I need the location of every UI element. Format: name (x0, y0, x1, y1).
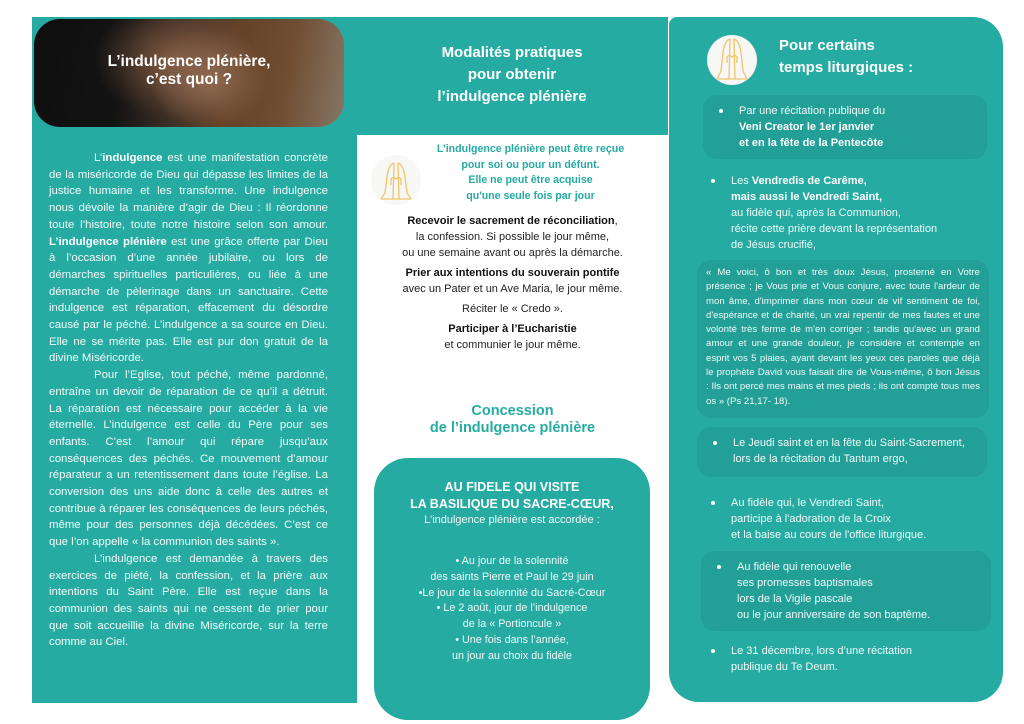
item-promesses-baptismales (701, 551, 991, 631)
intro-line: L’indulgence plénière peut être reçue (436, 143, 625, 155)
step-credo (357, 301, 668, 317)
step-line: la confession. Si possible le jour même, (415, 231, 610, 243)
list-item: •Le jour de la solennité du Sacré-Cœur (418, 586, 606, 599)
title-line: Pour certains (779, 37, 875, 54)
text: est une manifestation concrète de la miséricorde de Dieu qui dépasse les limites de la justice humaine et les transforme. Une indulgence nous dévoile la manière d’agir de Dieu : Il réordonne toute l’histoire, toute notre histoire selon son amour. (49, 152, 328, 231)
item-jeudi-saint (697, 427, 987, 477)
item-line: Le 31 décembre, lors d’une récitation (731, 645, 912, 657)
title-line: temps liturgiques : (779, 59, 914, 76)
item-line: Au fidèle qui, le Vendredi Saint, (731, 497, 884, 509)
item-te-deum (695, 635, 981, 677)
text: , (614, 215, 618, 227)
title-line: Concession (471, 403, 554, 419)
list-item: des saints Pierre et Paul le 29 juin (430, 570, 594, 583)
hero-image (34, 19, 344, 127)
intro-line: Elle ne peut être acquise (468, 174, 593, 187)
text: Les (731, 175, 752, 187)
title-line: de l’indulgence plénière (429, 419, 596, 436)
step-line: et communier le jour même. (444, 339, 581, 351)
item-bold: Veni Creator le 1er janvier (739, 121, 875, 133)
step-line: avec un Pater et un Ave Maria, le jour même. (402, 283, 623, 295)
middle-title (356, 42, 668, 108)
visit-heading (374, 479, 650, 513)
item-bold: mais aussi le Vendredi Saint, (731, 191, 883, 203)
item-line: lors de la Vigile pascale (737, 593, 853, 605)
middle-panel (356, 17, 668, 703)
right-title (779, 35, 913, 79)
step-title: Prier aux intentions du souverain pontife (405, 267, 620, 279)
item-line: ou le jour anniversaire de son baptême. (737, 609, 931, 621)
step-line: ou une semaine avant ou après la démarche. (402, 247, 623, 259)
concession-title (357, 403, 668, 436)
step-title: Participer à l’Eucharistie (448, 323, 577, 335)
item-veni-creator (703, 95, 987, 159)
item-line: de Jésus crucifié, (731, 239, 816, 251)
hero-title-line: L’indulgence plénière, (107, 53, 271, 70)
bullet-icon (719, 109, 723, 113)
prayer-quote: « Me voici, ô bon et très doux Jésus, prosterné en Votre présence ; je Vous prie et Vous conjure, avec toute l'ardeur de mon âme, d'imprimer dans mon cœur de vif sentiment de foi, d'espérance et de charité, un vrai repentir de mes fautes et une volonté très ferme de m'en corriger ; tandis qu'avec un grand amour et une grande douleur, je considère et contemple en esprit vos 5 plaies, ayant devant les yeux ces paroles que déjà le prophète David vous faisait dire de Vous-même, ô bon Jésus : Ils ont percé mes mains et mes pieds ; ils ont compté tous mes os » (Ps 21,17- 18). (697, 260, 989, 418)
visit-subtitle: L’indulgence plénière est accordée : (424, 514, 600, 526)
paragraph (49, 150, 328, 367)
item-line: Le Jeudi saint et en la fête du Saint-Sacrement, (733, 437, 965, 449)
step-title: Recevoir le sacrement de réconciliation (407, 215, 615, 227)
intro-note (357, 142, 668, 204)
item-line: récite cette prière devant la représentation (731, 223, 938, 235)
item-line: ses promesses baptismales (737, 577, 873, 589)
right-panel (669, 17, 1003, 702)
bold-text: indulgence (102, 152, 163, 164)
praying-hands-icon (707, 35, 757, 85)
bold-text: L’indulgence plénière (49, 235, 167, 248)
item-line: lors de la récitation du Tantum ergo, (733, 453, 908, 465)
step-prayer (357, 265, 668, 297)
list-item: • Au jour de la solennité (455, 555, 569, 567)
item-vendredis-careme (695, 165, 981, 255)
step-eucharist (357, 321, 668, 353)
list-item: • Le 2 août, jour de l’indulgence (436, 602, 588, 615)
intro-line: pour soi ou pour un défunt. (461, 158, 600, 171)
item-line: publique du Te Deum. (731, 661, 838, 673)
bullet-icon (711, 649, 715, 653)
modalities-box (357, 135, 668, 703)
bullet-icon (711, 501, 715, 505)
paragraph: Pour l’Eglise, tout péché, même pardonné, entraîne un devoir de réparation de ce qu’il a détruit. La réparation est nécessaire pour accéder à la vie éternelle. L’indulgence est celle du Père pour ses enfants. C’est l’amour qui répare jusqu’aux conséquences des péchés. Ce mouvement d’amour réparateur a un retentissement dans toute l’église. La conversion des uns aide donc à celle des autres et contribue à réparer les conséquences de leurs péchés, même pour des personnes déjà décédées. C’est ce que l’on appelle « la communion des saints ». (49, 369, 328, 549)
item-line: Par une récitation publique du (739, 105, 886, 117)
paragraph: L’indulgence est demandée à travers des exercices de piété, la confession, et la prière aux intentions du Saint Père. Elle est reçue dans la communion des saints qui ne cessent de prier pour que soit accueillie la divine Miséricorde, sur la terre comme au Ciel. (49, 552, 328, 649)
text: est une grâce offerte par Dieu à l’occasion d’une année jubilaire, ou lors de démarches spirituelles particulières, ou liée à une démarche de pèlerinage dans un sanctuaire. Cette indulgence est réparation, effacement du désordre causé par le péché. L’indulgence a sa source en Dieu. Elle ne se mérite pas. Elle est pur don gratuit de la divine Miséricorde. (49, 235, 328, 365)
list-item: de la « Portioncule » (462, 618, 562, 631)
visit-dates-list (374, 554, 650, 665)
bullet-icon (713, 441, 717, 445)
step-line: Réciter le « Credo ». (462, 303, 563, 315)
item-line: au fidèle qui, après la Communion, (731, 207, 901, 219)
list-item: • Une fois dans l’année, (455, 633, 569, 646)
bullet-icon (717, 565, 721, 569)
item-bold: et en la fête de la Pentecôte (739, 137, 884, 149)
step-confession (357, 213, 668, 261)
list-item: un jour au choix du fidèle (451, 649, 573, 662)
title-line: l’indulgence plénière (437, 88, 587, 105)
steps-list (357, 213, 668, 357)
heading-line: LA BASILIQUE DU SACRE-CŒUR, (410, 497, 614, 511)
left-body-text (49, 150, 328, 651)
left-panel (32, 17, 356, 703)
item-bold: Vendredis de Carême, (751, 175, 867, 187)
item-line: participe à l'adoration de la Croix (731, 513, 891, 525)
title-line: pour obtenir (467, 66, 557, 83)
intro-line: qu'une seule fois par jour (466, 189, 595, 202)
basilica-visit-card (374, 458, 650, 720)
item-line: Au fidèle qui renouvelle (737, 561, 852, 573)
bullet-icon (711, 179, 715, 183)
hero-title (34, 53, 344, 89)
item-vendredi-saint-croix (695, 487, 981, 547)
heading-line: AU FIDELE QUI VISITE (444, 480, 580, 494)
item-line: et la baise au cours de l'office liturgique. (731, 529, 927, 541)
hero-title-line: c’est quoi ? (145, 71, 233, 88)
title-line: Modalités pratiques (441, 44, 583, 61)
text: L’ (94, 152, 103, 164)
